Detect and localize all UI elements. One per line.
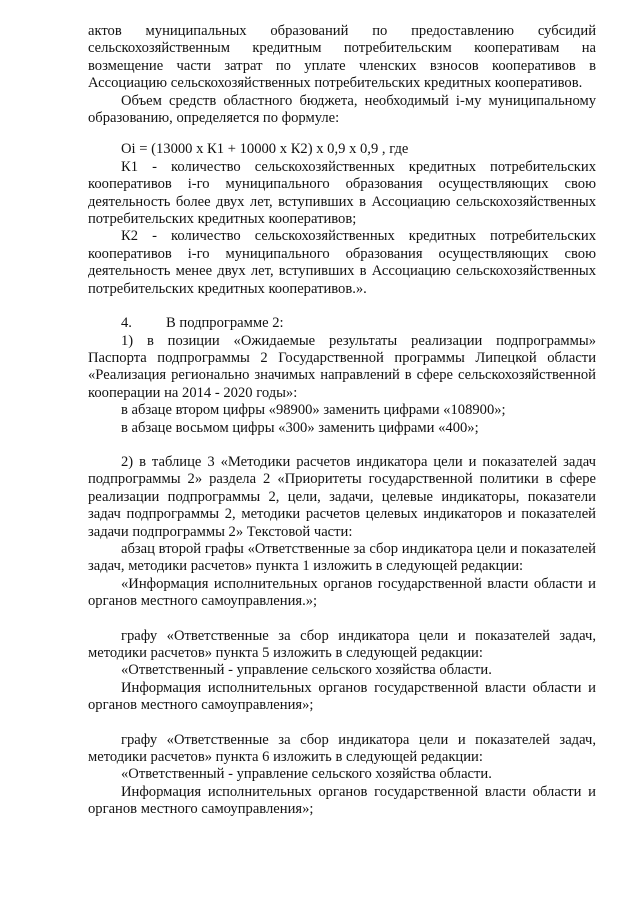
paragraph: актов муниципальных образований по предоставлению субсидий сельскохозяйственным кредитным потребительским кооперативам на возмещение части затрат по уплате членских взносов кооперативов в Ассоциацию сельскохозяйственных потребительских кредитных кооперативов. — [88, 23, 596, 92]
paragraph: «Информация исполнительных органов государственной власти области и органов местного самоуправления.»; — [88, 575, 596, 610]
definition-k2: К2 - количество сельскохозяйственных кредитных потребительских кооперативов i-го муниципального образования осуществляющих свою деятельность менее двух лет, вступивших в Ассоциацию сельскохозяйственных потребительских кредитных кооперативов.». — [88, 228, 596, 297]
paragraph: Объем средств областного бюджета, необходимый i-му муниципальному образованию, определяется по формуле: — [88, 92, 596, 127]
paragraph: графу «Ответственные за сбор индикатора цели и показателей задач, методики расчетов» пункта 6 изложить в следующей редакции: — [88, 731, 596, 766]
paragraph: в абзаце восьмом цифры «300» заменить цифрами «400»; — [121, 419, 479, 436]
paragraph: «Ответственный - управление сельского хозяйства области. — [121, 662, 492, 679]
paragraph: в абзаце втором цифры «98900» заменить цифрами «108900»; — [121, 402, 506, 419]
paragraph: Информация исполнительных органов государственной власти области и органов местного самоуправления»; — [88, 679, 596, 714]
paragraph: абзац второй графы «Ответственные за сбор индикатора цели и показателей задач, методики расчетов» пункта 1 изложить в следующей редакции: — [88, 540, 596, 575]
definition-k1: К1 - количество сельскохозяйственных кредитных потребительских кооперативов i-го муниципального образования осуществляющих свою деятельность более двух лет, вступивших в Ассоциацию сельскохозяйственных потребительских кредитных кооперативов; — [88, 158, 596, 228]
paragraph: Информация исполнительных органов государственной власти области и органов местного самоуправления»; — [88, 783, 596, 818]
paragraph: 2) в таблице 3 «Методики расчетов индикатора цели и показателей задач подпрограммы 2» раздела 2 «Приоритеты государственной политики в сфере реализации подпрограммы 2, цели, задачи, целевые индикаторы, показатели задач подпрограммы 2, методики расчетов целевых индикаторов и показателей задачи подпрограммы 2» Текстовой части: — [88, 453, 596, 540]
list-number: 4. — [121, 315, 132, 332]
spacer — [88, 715, 596, 732]
list-item-4 — [88, 315, 596, 332]
paragraph: графу «Ответственные за сбор индикатора цели и показателей задач, методики расчетов» пункта 5 изложить в следующей редакции: — [88, 627, 596, 661]
spacer — [88, 298, 596, 315]
paragraph: «Ответственный - управление сельского хозяйства области. — [121, 766, 492, 783]
list-item-text: В подпрограмме 2: — [166, 315, 284, 332]
spacer — [88, 611, 596, 628]
paragraph: 1) в позиции «Ожидаемые результаты реализации подпрограммы» Паспорта подпрограммы 2 Государственной программы Липецкой области «Реализация регионально значимых направлений в сфере сельскохозяйственной кооперации на 2014 - 2020 годы»: — [88, 332, 596, 401]
spacer — [88, 437, 596, 454]
formula: Оi = (13000 х К1 + 10000 х К2) х 0,9 х 0,9 , где — [121, 141, 409, 158]
